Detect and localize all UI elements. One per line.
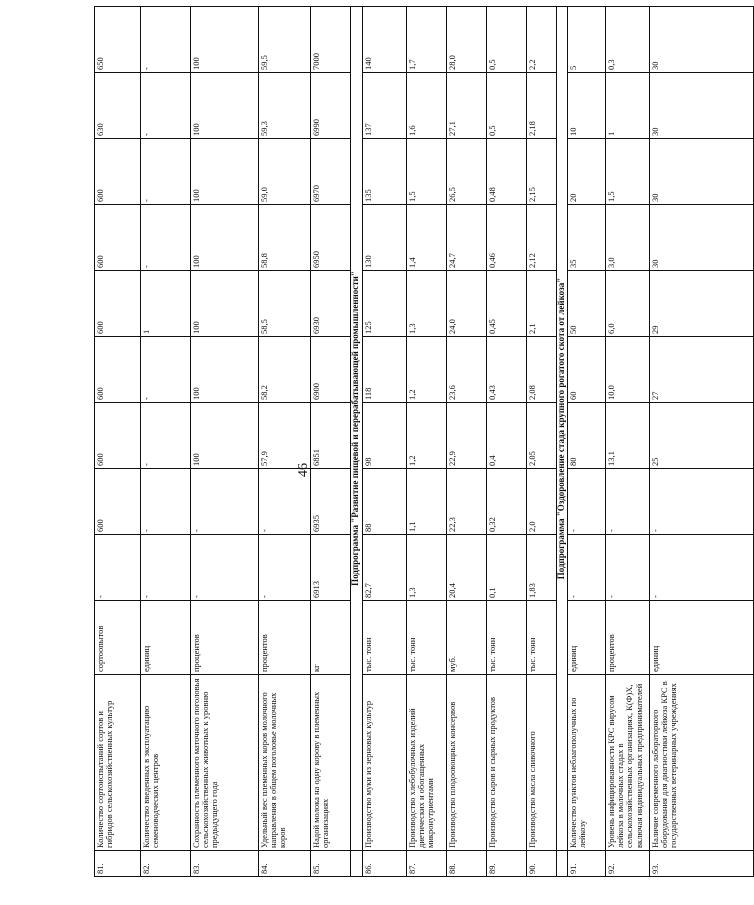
value-cell: 30 xyxy=(650,7,754,73)
value-cell: 1,83 xyxy=(527,535,557,601)
value-cell: - xyxy=(141,403,191,469)
subprogram-row xyxy=(351,7,363,877)
indicator-name: Производство плодоовощных консервов xyxy=(447,675,487,851)
value-cell: 22,9 xyxy=(447,403,487,469)
value-cell: 0,46 xyxy=(487,205,527,271)
value-cell: - xyxy=(568,469,606,535)
value-cell: - xyxy=(259,535,311,601)
value-cell: 100 xyxy=(191,73,259,139)
value-cell: 59,0 xyxy=(259,139,311,205)
value-cell: 6913 xyxy=(311,535,351,601)
value-cell: 0,48 xyxy=(487,139,527,205)
value-cell: 2,18 xyxy=(527,73,557,139)
table-row xyxy=(95,7,141,877)
value-cell: 600 xyxy=(95,271,141,337)
value-cell: 1 xyxy=(141,271,191,337)
table-row xyxy=(568,7,606,877)
value-cell: 1,5 xyxy=(407,139,447,205)
value-cell: 88 xyxy=(363,469,407,535)
unit-of-measure: единиц xyxy=(141,601,191,675)
value-cell: 10,0 xyxy=(606,337,650,403)
value-cell: 0,5 xyxy=(487,7,527,73)
value-cell: - xyxy=(606,535,650,601)
value-cell: 600 xyxy=(95,469,141,535)
unit-of-measure: кг xyxy=(311,601,351,675)
row-number: 86. xyxy=(363,851,407,877)
subprogram-row-number xyxy=(351,851,363,877)
row-number: 93. xyxy=(650,851,754,877)
table-row xyxy=(259,7,311,877)
value-cell: 29 xyxy=(650,271,754,337)
value-cell: 2,0 xyxy=(527,469,557,535)
indicator-name: Производство масла сливочного xyxy=(527,675,557,851)
value-cell: 125 xyxy=(363,271,407,337)
value-cell: 28,0 xyxy=(447,7,487,73)
value-cell: 130 xyxy=(363,205,407,271)
value-cell: 13,1 xyxy=(606,403,650,469)
value-cell: 135 xyxy=(363,139,407,205)
indicator-name: Количество пунктов неблагополучных по лейкозу xyxy=(568,675,606,851)
indicator-name: Количество сортоиспытаний сортов и гибридов сельскохозяйственных культур xyxy=(95,675,141,851)
value-cell: 1,2 xyxy=(407,337,447,403)
row-number: 85. xyxy=(311,851,351,877)
value-cell: 600 xyxy=(95,337,141,403)
row-number: 87. xyxy=(407,851,447,877)
unit-of-measure: процентов xyxy=(191,601,259,675)
value-cell: - xyxy=(191,469,259,535)
value-cell: 27,1 xyxy=(447,73,487,139)
table-row xyxy=(141,7,191,877)
value-cell: 30 xyxy=(650,139,754,205)
unit-of-measure: процентов xyxy=(259,601,311,675)
value-cell: 25 xyxy=(650,403,754,469)
value-cell: 100 xyxy=(191,205,259,271)
value-cell: - xyxy=(141,7,191,73)
value-cell: 82,7 xyxy=(363,535,407,601)
row-number: 82. xyxy=(141,851,191,877)
value-cell: 0,5 xyxy=(487,73,527,139)
row-number: 83. xyxy=(191,851,259,877)
value-cell: 98 xyxy=(363,403,407,469)
value-cell: 20,4 xyxy=(447,535,487,601)
value-cell: - xyxy=(95,535,141,601)
unit-of-measure: тыс. тонн xyxy=(407,601,447,675)
value-cell: 1,1 xyxy=(407,469,447,535)
unit-of-measure: тыс. тонн xyxy=(363,601,407,675)
value-cell: 10 xyxy=(568,73,606,139)
value-cell: 2,1 xyxy=(527,271,557,337)
value-cell: 22,3 xyxy=(447,469,487,535)
indicator-name: Удельный вес племенных коров молочного направления в общем поголовье молочных коров xyxy=(259,675,311,851)
value-cell: 100 xyxy=(191,7,259,73)
value-cell: 59,3 xyxy=(259,73,311,139)
value-cell: 100 xyxy=(191,337,259,403)
value-cell: - xyxy=(141,535,191,601)
value-cell: 58,2 xyxy=(259,337,311,403)
value-cell: - xyxy=(141,469,191,535)
unit-of-measure: единиц xyxy=(650,601,754,675)
table-row xyxy=(363,7,407,877)
value-cell: 2,12 xyxy=(527,205,557,271)
value-cell: 24,0 xyxy=(447,271,487,337)
value-cell: 0,1 xyxy=(487,535,527,601)
value-cell: 1,3 xyxy=(407,535,447,601)
table-row xyxy=(407,7,447,877)
value-cell: 27 xyxy=(650,337,754,403)
unit-of-measure: сортоопытов xyxy=(95,601,141,675)
subprogram-title: Подпрограмма "Оздоровление стада крупного рогатого скота от лейкоза" xyxy=(557,7,568,851)
indicator-name: Надой молока на одну корову в племенных организациях xyxy=(311,675,351,851)
subprogram-row-number xyxy=(557,851,568,877)
value-cell: 2,05 xyxy=(527,403,557,469)
value-cell: 58,5 xyxy=(259,271,311,337)
row-number: 84. xyxy=(259,851,311,877)
value-cell: 650 xyxy=(95,7,141,73)
value-cell: 60 xyxy=(568,337,606,403)
value-cell: 23,6 xyxy=(447,337,487,403)
value-cell: 57,9 xyxy=(259,403,311,469)
value-cell: 30 xyxy=(650,205,754,271)
indicators-table xyxy=(94,6,754,877)
value-cell: 80 xyxy=(568,403,606,469)
value-cell: 600 xyxy=(95,139,141,205)
value-cell: 59,5 xyxy=(259,7,311,73)
indicator-name: Наличие современного лабораторного оборудования для диагностики лейкоза КРС в государственных ветеринарных учреждениях xyxy=(650,675,754,851)
value-cell: 6990 xyxy=(311,73,351,139)
value-cell: 0,4 xyxy=(487,403,527,469)
value-cell: - xyxy=(568,535,606,601)
value-cell: 100 xyxy=(191,139,259,205)
value-cell: 1,3 xyxy=(407,271,447,337)
subprogram-row xyxy=(557,7,568,877)
value-cell: 600 xyxy=(95,205,141,271)
value-cell: 0,32 xyxy=(487,469,527,535)
value-cell: 3,0 xyxy=(606,205,650,271)
value-cell: 600 xyxy=(95,403,141,469)
table-row xyxy=(487,7,527,877)
value-cell: 26,5 xyxy=(447,139,487,205)
row-number: 81. xyxy=(95,851,141,877)
value-cell: 6,0 xyxy=(606,271,650,337)
value-cell: - xyxy=(259,469,311,535)
unit-of-measure: процентов xyxy=(606,601,650,675)
value-cell: 2,15 xyxy=(527,139,557,205)
value-cell: 5 xyxy=(568,7,606,73)
value-cell: - xyxy=(650,469,754,535)
value-cell: - xyxy=(141,337,191,403)
value-cell: 100 xyxy=(191,403,259,469)
value-cell: 2,2 xyxy=(527,7,557,73)
indicator-name: Производство хлебобулочных изделий диетических и обогащенных микронутриентами xyxy=(407,675,447,851)
row-number: 91. xyxy=(568,851,606,877)
unit-of-measure: тыс. тонн xyxy=(527,601,557,675)
value-cell: 7000 xyxy=(311,7,351,73)
value-cell: - xyxy=(650,535,754,601)
value-cell: 630 xyxy=(95,73,141,139)
row-number: 89. xyxy=(487,851,527,877)
unit-of-measure: единиц xyxy=(568,601,606,675)
table-row xyxy=(527,7,557,877)
table-row xyxy=(191,7,259,877)
value-cell: 1,5 xyxy=(606,139,650,205)
value-cell: 100 xyxy=(191,271,259,337)
value-cell: 50 xyxy=(568,271,606,337)
table-row xyxy=(650,7,754,877)
indicator-name: Уровень инфицированности КРС вирусом лейкоза в молочных стадах в сельскохозяйственных организациях, К(Ф)Х, включая индивидуальных предпринимателей xyxy=(606,675,650,851)
value-cell: 0,43 xyxy=(487,337,527,403)
table-row xyxy=(311,7,351,877)
rotated-table-sheet xyxy=(94,53,679,877)
value-cell: 6900 xyxy=(311,337,351,403)
value-cell: 1,7 xyxy=(407,7,447,73)
value-cell: 30 xyxy=(650,73,754,139)
value-cell: 1,2 xyxy=(407,403,447,469)
row-number: 90. xyxy=(527,851,557,877)
row-number: 88. xyxy=(447,851,487,877)
value-cell: 2,08 xyxy=(527,337,557,403)
value-cell: - xyxy=(141,205,191,271)
value-cell: 6950 xyxy=(311,205,351,271)
value-cell: 118 xyxy=(363,337,407,403)
value-cell: 0,3 xyxy=(606,7,650,73)
value-cell: 140 xyxy=(363,7,407,73)
value-cell: 6970 xyxy=(311,139,351,205)
value-cell: 24,7 xyxy=(447,205,487,271)
value-cell: - xyxy=(141,139,191,205)
value-cell: 6930 xyxy=(311,271,351,337)
value-cell: 1,4 xyxy=(407,205,447,271)
page-number: 46 xyxy=(296,463,311,477)
unit-of-measure: тыс. тонн xyxy=(487,601,527,675)
table-row xyxy=(606,7,650,877)
value-cell: - xyxy=(191,535,259,601)
value-cell: 35 xyxy=(568,205,606,271)
value-cell: - xyxy=(141,73,191,139)
value-cell: 1,6 xyxy=(407,73,447,139)
value-cell: 0,45 xyxy=(487,271,527,337)
value-cell: 6851 xyxy=(311,403,351,469)
value-cell: 1 xyxy=(606,73,650,139)
table-row xyxy=(447,7,487,877)
indicator-name: Производство сыров и сырных продуктов xyxy=(487,675,527,851)
value-cell: - xyxy=(606,469,650,535)
indicator-name: Сохранность племенного маточного поголовья сельскохозяйственных животных к уровню предыдущего года xyxy=(191,675,259,851)
value-cell: 6935 xyxy=(311,469,351,535)
unit-of-measure: муб. xyxy=(447,601,487,675)
indicator-name: Производство муки из зерновых культур xyxy=(363,675,407,851)
value-cell: 58,8 xyxy=(259,205,311,271)
indicator-name: Количество введенных в эксплуатацию семеноводческих центров xyxy=(141,675,191,851)
subprogram-title: Подпрограмма "Развитие пищевой и перерабатывающей промышленности" xyxy=(351,7,363,851)
value-cell: 20 xyxy=(568,139,606,205)
row-number: 92. xyxy=(606,851,650,877)
value-cell: 137 xyxy=(363,73,407,139)
